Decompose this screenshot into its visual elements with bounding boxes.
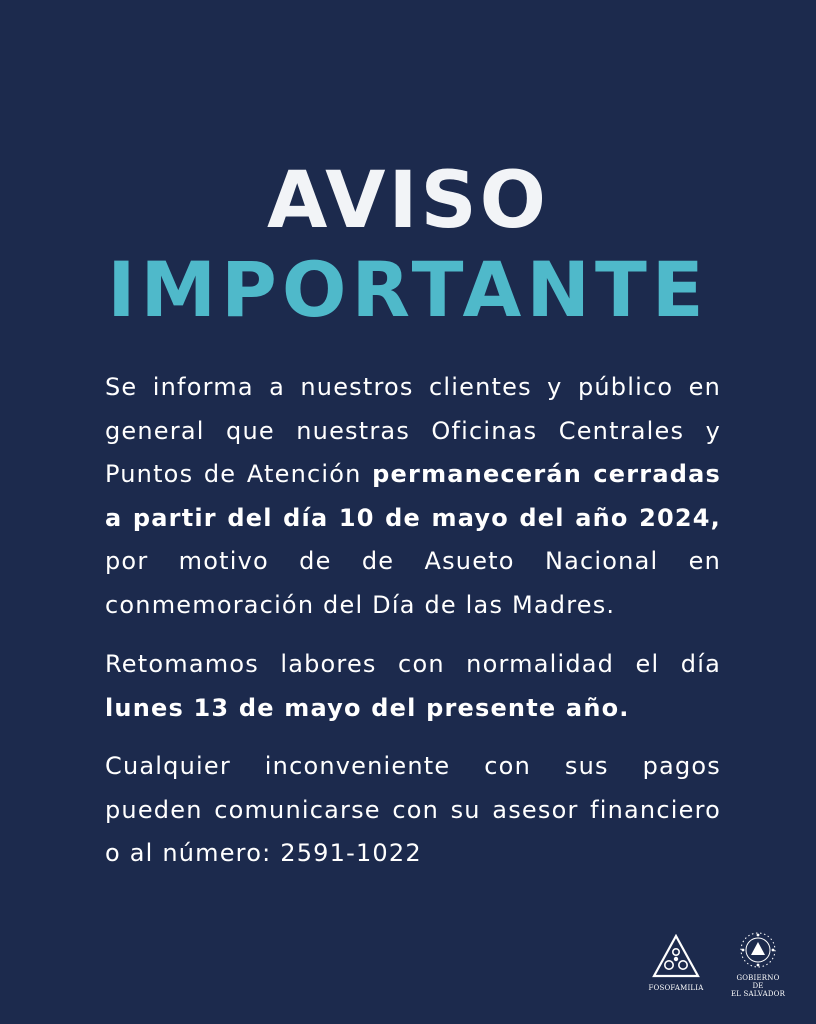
gobierno-label-line2: EL SALVADOR [730,990,786,998]
fosofamilia-logo [646,934,706,994]
national-seal-icon [738,930,778,970]
closure-text-intro: Se informa a nuestros clientes y público en general que nuestras Oficinas Centrales y Puntos de Atención [105,373,721,488]
gobierno-logo [730,930,786,998]
notice-subtitle: IMPORTANTE [107,245,709,334]
reopening-text: Retomamos labores con normalidad el día [105,650,721,678]
fosofamilia-label: FOSOFAMILIA [648,984,704,992]
gobierno-label-line1: GOBIERNO DE [736,974,780,990]
footer-logos [640,930,800,998]
notice-body [105,366,721,876]
reopening-date: lunes 13 de mayo del presente año. [105,693,630,722]
closure-reason: por motivo de de Asueto Nacional en conmemoración del Día de las Madres. [105,547,721,619]
triangle-gears-icon [652,934,700,980]
closure-paragraph [105,366,721,627]
notice-title: AVISO [267,156,549,246]
reopening-paragraph [105,643,721,730]
contact-paragraph: Cualquier inconveniente con sus pagos pueden comunicarse con su asesor financiero o al número: 2591-1022 [105,752,721,867]
closure-dates: permanecerán cerradas a partir del día 10 de mayo del año 2024, [105,460,721,532]
